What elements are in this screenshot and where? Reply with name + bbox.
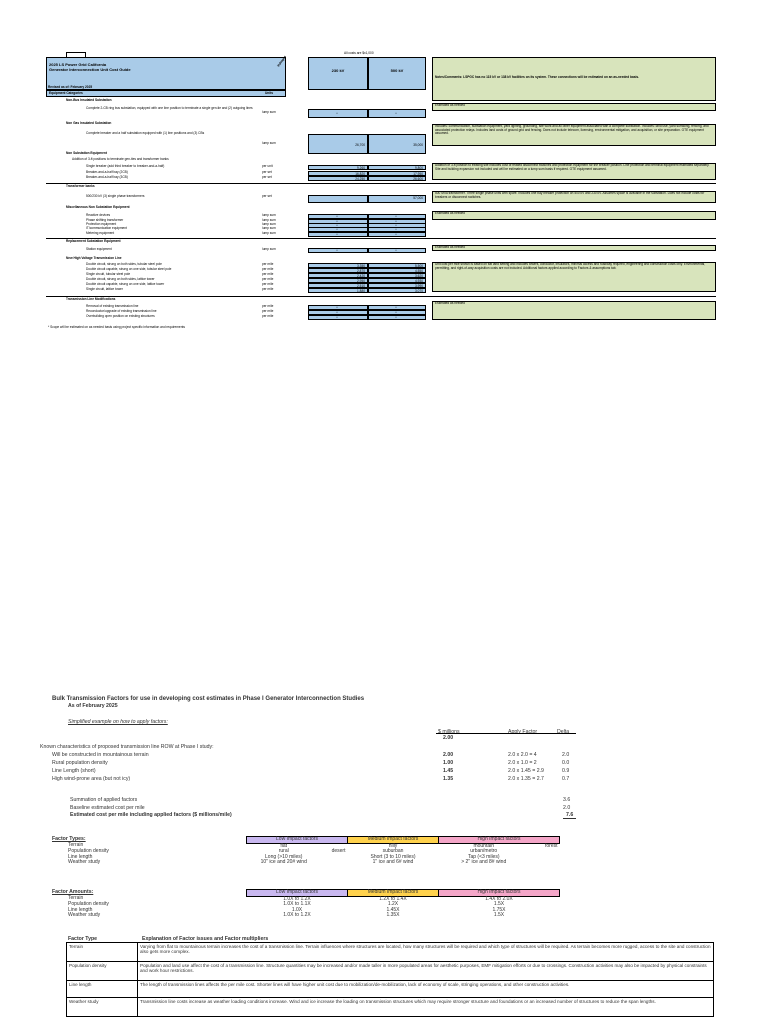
section-note: Estimated as needed bbox=[432, 211, 716, 220]
equipment-row-desc: Double circuit capable, strung on one side, lattice tower bbox=[86, 282, 165, 286]
equipment-row-desc: Station equipment bbox=[86, 247, 112, 251]
equipment-row-unit: per mile bbox=[262, 304, 274, 308]
low-factor: rural bbox=[278, 848, 289, 854]
explanation-row bbox=[67, 981, 714, 998]
equipment-row-unit: lump sum bbox=[262, 231, 276, 235]
explanation-row bbox=[67, 962, 714, 981]
low-impact-header: Low Impact factors bbox=[247, 837, 348, 844]
cost-500kv: 9,800 bbox=[368, 165, 426, 170]
high-factor: Tap (<3 miles) bbox=[467, 853, 500, 860]
kv1-header bbox=[308, 57, 368, 90]
base-value: 2.00 bbox=[443, 735, 454, 741]
section-title: Non Gas Insulated Substation bbox=[66, 121, 112, 125]
medium-impact-header: Medium Impact factors bbox=[348, 890, 439, 897]
high-factor-alt: forest bbox=[544, 842, 558, 849]
example-label: High wind-prone area (but not icy) bbox=[52, 776, 131, 782]
equipment-row-unit: lump sum bbox=[262, 110, 276, 114]
cost-230kv: 2,870 bbox=[308, 268, 368, 273]
equipment-row-desc: Protection equipment bbox=[86, 222, 117, 226]
cost-500kv: * bbox=[368, 227, 426, 232]
example-factor: 1.45 bbox=[443, 768, 454, 774]
equipment-row-unit: lump sum bbox=[262, 247, 276, 251]
example-delta: 0.0 bbox=[562, 760, 570, 766]
col-equipment: Equipment Categories bbox=[49, 91, 83, 95]
section-note: 500 MVA transformer. Three single phase units with spare. Includes one bay breaker protection on 500 kV and 230 kV. Assumes space is available in the substation. Does not include costs for breakers or disconnect switches. bbox=[432, 191, 716, 203]
explain-col1: Factor Type bbox=[68, 936, 98, 942]
equipment-row-desc: Reconductor/upgrade of existing transmission line bbox=[86, 309, 157, 313]
example-apply: 2.0 x 1.45 = 2.9 bbox=[508, 768, 544, 774]
col-millions: $ millions bbox=[438, 729, 460, 735]
example-delta: 0.7 bbox=[562, 776, 570, 782]
cost-500kv: * bbox=[368, 248, 426, 253]
factors-title: Bulk Transmission Factors for use in developing cost estimates in Phase I Generator Interconnection Studies bbox=[52, 696, 365, 702]
kv1-label: 230 kV bbox=[331, 68, 345, 73]
section-note: Addition of 3-ft position to existing site includes cost of related disconnect switches and protection equipment for the breaker position. Line protection and terminal equipment estimated separately. Site and building expansion not included and will be estimated on a lump sum basis if required. GTE equipment assumed. bbox=[432, 163, 716, 180]
explanation-text: Varying from flat to mountainous terrain increases the cost of a transmission line. Terrain influences where structures are located, how many structures will be required and which type of structures will be required. As terrain becomes more rugged, access to the site and construction also gets more complex. bbox=[138, 943, 714, 962]
explanation-factor: Population density bbox=[67, 962, 138, 981]
cost-500kv: 4,550 bbox=[368, 268, 426, 273]
equipment-row-desc: Metering equipment bbox=[86, 231, 115, 235]
equipment-row-desc: Single circuit, tubular steel pole bbox=[86, 272, 131, 276]
notes-header-text: Notes/Comments: LSPGC has no 115 kV or 138 kV facilities on its system. These connections will be estimated on an as-needed basis. bbox=[435, 75, 640, 79]
section-note: Includes: communication, substation equipment, yard lighting, grounding, site work and all other equipment associated with a complete substation. Includes: land use, yard surfacing, fencing, and associated protection relays. Includes land costs of ground grid and fencing. Does not include telecom, licensing, environmental mitigation, and acquisition, or site preparation. GTE equipment assumed. bbox=[432, 124, 716, 146]
equipment-row-desc: Complete breaker and a half substation equipped with (1) line positions and (3) CBs bbox=[86, 131, 205, 135]
high-amount: 1.5X bbox=[493, 912, 505, 918]
equipment-row-unit: per mile bbox=[262, 309, 274, 313]
medium-factor: 1" ice and 6# wind bbox=[372, 859, 414, 865]
equipment-row-unit: per mile bbox=[262, 282, 274, 286]
equipment-row-unit: per set bbox=[262, 175, 272, 179]
section-title: Non Substation Equipment bbox=[66, 151, 107, 155]
cost-230kv: 3,350 bbox=[308, 263, 368, 268]
equipment-row-desc: Phase shifting transformer bbox=[86, 218, 124, 222]
factor-amounts-heading: Factor Amounts: bbox=[52, 889, 94, 895]
medium-amount: 1.2X to 1.4X bbox=[379, 895, 407, 902]
medium-factor: suburban bbox=[382, 848, 404, 854]
factor-name: Population density bbox=[68, 848, 109, 854]
low-factor: Long (>10 miles) bbox=[265, 853, 303, 860]
explanation-text: Transmission line costs increase as weather loading conditions increase. Wind and ice increase the loading on transmission structures which may require stronger structure and foundations or an increased number of structures to reduce the span lengths. bbox=[138, 998, 714, 1017]
equipment-row-unit: per mile bbox=[262, 272, 274, 276]
cost-500kv: * bbox=[368, 109, 426, 118]
explanation-row bbox=[67, 998, 714, 1017]
cost-230kv: 2,950 bbox=[308, 278, 368, 283]
explanation-text: The length of transmission lines affects the per mile cost. Shorter lines will have higher unit cost due to mobilization/de-mobilization, lack of economy of scale, stringing operations, and other construction activities. bbox=[138, 981, 714, 998]
cost-230kv: 2,510 bbox=[308, 283, 368, 288]
high-impact-header: High Impact factors bbox=[439, 890, 560, 897]
low-impact-header: Low Impact factors bbox=[247, 890, 348, 897]
equipment-row-desc: Double circuit capable, strung on one side, tubular steel pole bbox=[86, 267, 172, 271]
high-factor: mountain bbox=[473, 842, 495, 849]
equipment-row-desc: Reactive devices bbox=[86, 213, 111, 217]
section-subtitle: Addition of 3-ft positions to terminate gen-ties and transformer banks bbox=[72, 157, 169, 161]
section-note: Unit cost per mile shown is based on flat land setting and includes towers, conductor, insulators, minimal access and roadway required, engineering and construction costs only. Environmental, permitting, and right-of-way acquisition costs are not included. Additional factors applied according to Factors & assumptions tab. bbox=[432, 262, 716, 292]
example-label: Rural population density bbox=[52, 760, 108, 766]
factor-types-heading: Factor Types: bbox=[52, 836, 86, 842]
low-factor-alt: desert bbox=[331, 848, 346, 854]
factor-name: Line length bbox=[68, 906, 93, 913]
cost-500kv: 17,950 bbox=[368, 171, 426, 176]
cost-230kv: 24,250 bbox=[308, 176, 368, 181]
cost-500kv: * bbox=[368, 232, 426, 237]
kv2-header bbox=[368, 57, 426, 90]
baseline-label: Baseline estimated cost per mile bbox=[70, 805, 145, 811]
example-factor: 2.00 bbox=[443, 752, 454, 758]
cost-230kv: 1,880 bbox=[308, 288, 368, 293]
cost-230kv bbox=[308, 195, 368, 203]
equipment-row-unit: per set bbox=[262, 170, 272, 174]
equipment-row-desc: 500/230 kV (3) single phase transformers bbox=[86, 194, 145, 198]
cost-500kv: * bbox=[368, 310, 426, 315]
cost-230kv: * bbox=[308, 305, 368, 310]
equipment-row-desc: Removal of existing transmission line bbox=[86, 304, 139, 308]
equipment-row-desc: Complete 2-CB ring bus substation, equipped with one line position to terminate a single gen-tie and (2) outgoing lines bbox=[86, 106, 253, 110]
factors-subtitle: As of February 2025 bbox=[68, 703, 118, 709]
equipment-row-unit: per mile bbox=[262, 314, 274, 318]
guide-title-line2: Generator Interconnection Unit Cost Guide bbox=[49, 67, 131, 72]
explanation-text: Population and land use affect the cost of a transmission line. Structure quantities may be increased and/or made taller in more populated areas for aesthetic purposes, EMF mitigation efforts or due to crossings. Construction activities may also be impacted by physical constraints and work hour restrictions. bbox=[138, 962, 714, 981]
notes-header bbox=[432, 57, 716, 101]
cost-500kv: * bbox=[368, 305, 426, 310]
factor-name: Terrain bbox=[68, 895, 84, 902]
units-note: All costs are $x1,000 bbox=[344, 51, 374, 55]
col-units: Units bbox=[265, 91, 273, 95]
cost-500kv: 3,620 bbox=[368, 273, 426, 278]
equipment-row-unit: lump sum bbox=[262, 218, 276, 222]
high-amount: 1.75X bbox=[492, 906, 506, 913]
cost-230kv: 2,420 bbox=[308, 273, 368, 278]
section-title: Non-Bus Insulated Substation bbox=[66, 98, 112, 102]
example-delta: 2.0 bbox=[562, 752, 570, 758]
guide-title-line1: 2025 LS Power Grid California bbox=[49, 62, 107, 67]
high-factor-alt bbox=[529, 860, 560, 866]
cost-230kv: * bbox=[308, 227, 368, 232]
cost-500kv: * bbox=[368, 223, 426, 228]
scope-footnote: * Scope will be estimated on as needed basis using project specific information and requirements bbox=[48, 325, 185, 329]
equipment-row-unit: lump sum bbox=[262, 222, 276, 226]
estimated-value: 7.6 bbox=[563, 812, 576, 819]
medium-factor: hilly bbox=[388, 842, 398, 849]
high-impact-header: High Impact factors bbox=[439, 837, 560, 844]
section-title: Transformer banks bbox=[66, 184, 95, 188]
example-apply: 2.0 x 1.35 = 2.7 bbox=[508, 776, 544, 782]
equipment-row-unit: per unit bbox=[262, 164, 273, 168]
section-divider bbox=[46, 238, 716, 239]
factor-name: Population density bbox=[68, 901, 109, 907]
equipment-row-desc: Double circuit, strung on both sides, tubular steel pole bbox=[86, 262, 162, 266]
cost-500kv: * bbox=[368, 315, 426, 320]
medium-amount: 1.2X bbox=[387, 901, 399, 907]
low-amount: 1.0X to 1.2X bbox=[283, 895, 311, 902]
equipment-row-unit: per mile bbox=[262, 287, 274, 291]
factor-row bbox=[66, 860, 560, 866]
col-apply-factor: Apply Factor bbox=[508, 729, 538, 735]
equipment-row-desc: Single breaker (add third breaker to breaker-and-a-half) bbox=[86, 164, 165, 168]
equipment-row-desc: Breaker-and-a-half bay (2CB) bbox=[86, 170, 128, 174]
example-factor: 1.35 bbox=[443, 776, 454, 782]
cost-230kv: * bbox=[308, 223, 368, 228]
factor-name: Weather study bbox=[68, 912, 101, 918]
section-note: Estimated as needed bbox=[432, 245, 716, 251]
equipment-row-desc: Breaker-and-a-half bay (3CB) bbox=[86, 175, 128, 179]
sum-value: 3.6 bbox=[563, 797, 571, 803]
medium-amount: 1.45X bbox=[386, 906, 400, 913]
low-amount: 1.0X bbox=[291, 906, 303, 913]
example-apply: 2.0 x 1.0 = 2 bbox=[508, 760, 537, 766]
explain-col2: Explanation of Factor issues and Factor multipliers bbox=[142, 936, 269, 942]
cost-500kv: 5,500 bbox=[368, 263, 426, 268]
cost-500kv: 35,000 bbox=[368, 134, 426, 154]
section-title: New High Voltage Transmission Line bbox=[66, 256, 122, 260]
cost-230kv: * bbox=[308, 232, 368, 237]
equipment-row-unit: per mile bbox=[262, 262, 274, 266]
medium-amount: 1.35X bbox=[386, 912, 400, 918]
equipment-row-unit: per set bbox=[262, 194, 272, 198]
voltages-label: Voltages bbox=[276, 54, 287, 68]
cost-230kv: * bbox=[308, 248, 368, 253]
cost-230kv: 26,700 bbox=[308, 134, 368, 154]
medium-impact-header: Medium Impact factors bbox=[348, 837, 439, 844]
cost-500kv: * bbox=[368, 214, 426, 219]
factor-types-table bbox=[66, 836, 560, 866]
low-factor: 10" ice and 20# wind bbox=[260, 859, 307, 865]
equipment-row-unit: per mile bbox=[262, 277, 274, 281]
example-heading: Simplified example on how to apply factors: bbox=[68, 719, 168, 725]
high-amount: 1.4X to 2.0X bbox=[485, 895, 513, 902]
high-amount: 1.5X bbox=[493, 901, 505, 907]
cost-230kv: * bbox=[308, 219, 368, 224]
explanation-factor: Weather study bbox=[67, 998, 138, 1017]
equipment-row-unit: lump sum bbox=[262, 226, 276, 230]
cost-230kv: * bbox=[308, 310, 368, 315]
factor-amounts-table bbox=[66, 889, 560, 919]
equipment-row-unit: lump sum bbox=[262, 141, 276, 145]
section-divider bbox=[46, 296, 716, 297]
high-factor: urban/metro bbox=[470, 848, 498, 854]
known-heading: Known characteristics of proposed transmission line ROW at Phase I study: bbox=[40, 744, 214, 750]
explanation-factor: Terrain bbox=[67, 943, 138, 962]
factor-row bbox=[66, 913, 560, 919]
low-amount: 1.0X to 1.2X bbox=[283, 912, 311, 918]
column-header-row bbox=[46, 90, 286, 97]
cost-500kv: 26,600 bbox=[368, 176, 426, 181]
low-factor: flat bbox=[280, 842, 288, 849]
equipment-row-unit: lump sum bbox=[262, 213, 276, 217]
cost-230kv: * bbox=[308, 214, 368, 219]
cost-500kv: 3,070 bbox=[368, 288, 426, 293]
factor-name: Line length bbox=[68, 853, 93, 860]
section-title: Replacement Substation Equipment bbox=[66, 239, 121, 243]
equipment-row-desc: Overbuilding open position on existing structures bbox=[86, 314, 155, 318]
cost-500kv: * bbox=[368, 219, 426, 224]
col-delta: Delta bbox=[557, 729, 570, 735]
cost-230kv: * bbox=[308, 109, 368, 118]
explanation-factor: Line length bbox=[67, 981, 138, 998]
example-delta: 0.9 bbox=[562, 768, 570, 774]
factor-name: Weather study bbox=[68, 859, 101, 865]
cost-230kv: 16,820 bbox=[308, 171, 368, 176]
cost-500kv: 57,000 bbox=[368, 195, 426, 203]
equipment-row-desc: Single circuit, lattice tower bbox=[86, 287, 123, 291]
medium-factor: Short (3 to 10 miles) bbox=[370, 853, 416, 860]
example-label: Will be constructed in mountainous terrain bbox=[52, 752, 149, 758]
cost-500kv: 3,990 bbox=[368, 283, 426, 288]
cost-230kv: 9,260 bbox=[308, 165, 368, 170]
factor-name: Terrain bbox=[68, 842, 84, 849]
cost-500kv: 4,930 bbox=[368, 278, 426, 283]
low-amount: 1.0X to 1.1X bbox=[283, 901, 311, 907]
baseline-value: 2.0 bbox=[563, 805, 571, 811]
section-divider bbox=[46, 183, 716, 184]
low-factor-alt bbox=[321, 860, 348, 866]
sum-label: Summation of applied factors bbox=[70, 797, 138, 803]
equipment-row-desc: IT/communication equipment bbox=[86, 226, 127, 230]
section-title: Miscellaneous Non Substation Equipment bbox=[66, 205, 130, 209]
equipment-row-unit: per mile bbox=[262, 267, 274, 271]
section-note: Estimated as needed bbox=[432, 103, 716, 111]
section-title: Transmission Line Modifications bbox=[66, 297, 116, 301]
example-factor: 1.00 bbox=[443, 760, 454, 766]
estimated-label: Estimated cost per mile including applied factors ($ millions/mile) bbox=[70, 812, 232, 818]
kv2-label: 500 kV bbox=[390, 68, 404, 73]
equipment-row-desc: Double circuit, strung on both sides, lattice tower bbox=[86, 277, 155, 281]
example-apply: 2.0 x 2.0 = 4 bbox=[508, 752, 537, 758]
column-rule bbox=[436, 733, 576, 734]
example-label: Line Length (short) bbox=[52, 768, 96, 774]
explanation-table bbox=[66, 942, 714, 1017]
cost-230kv: * bbox=[308, 315, 368, 320]
high-factor: > 2" ice and 8# wind bbox=[461, 859, 507, 865]
explanation-row bbox=[67, 943, 714, 962]
revised-date: Revised as of: February 2025 bbox=[48, 85, 93, 89]
section-note: Estimated as needed bbox=[432, 301, 716, 320]
